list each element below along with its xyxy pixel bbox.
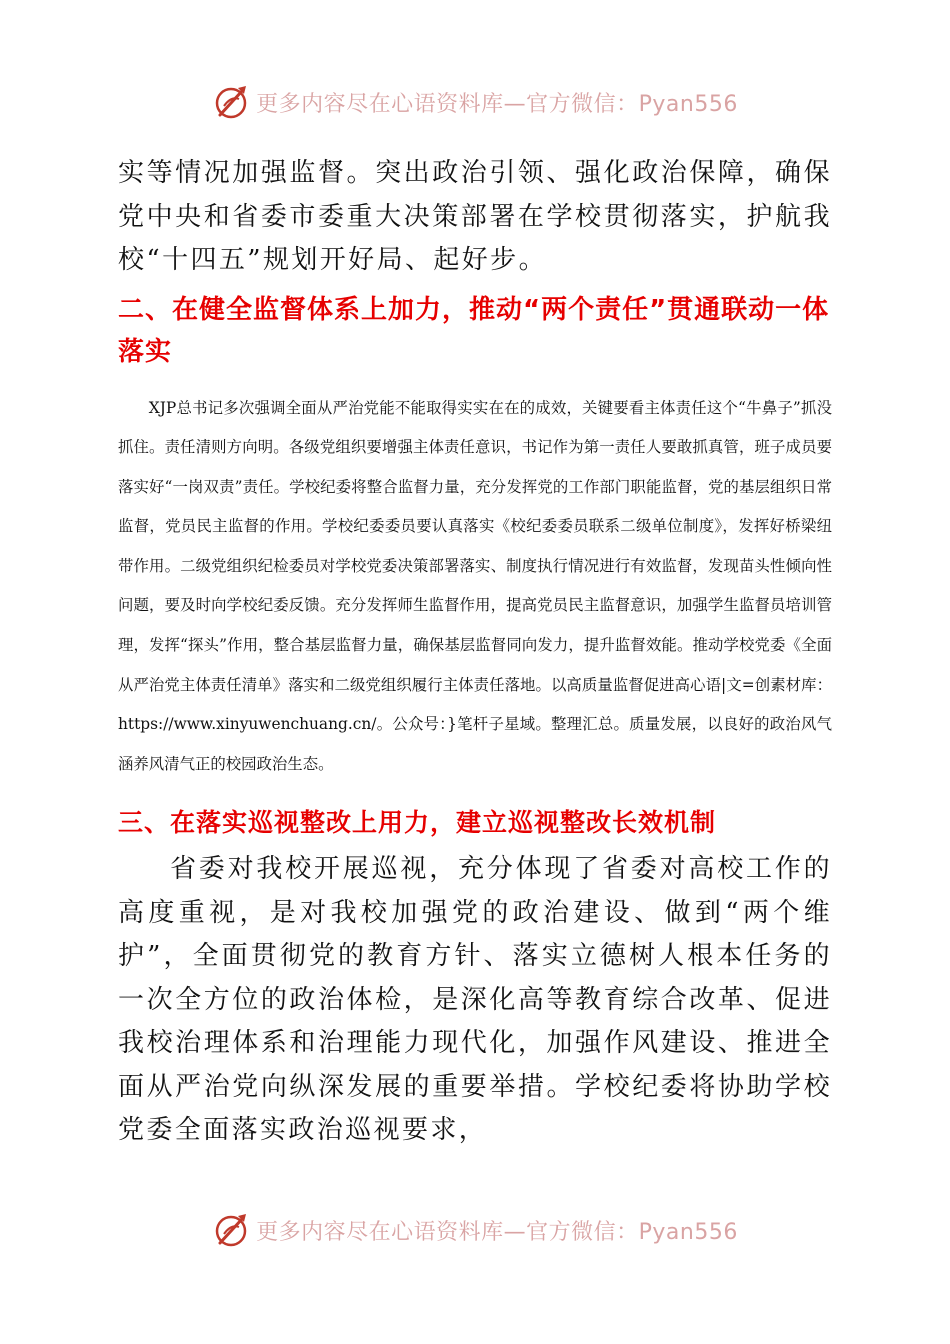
body-paragraph-3: 省委对我校开展巡视，充分体现了省委对高校工作的高度重视，是对我校加强党的政治建设、做到“两个维护”，全面贯彻党的教育方针、落实立德树人根本任务的一次全方位的政治体检，是深化高等教育综合改革、促进我校治理体系和治理能力现代化，加强作风建设、推进全面从严治党向纵深发展的重要举措。学校纪委将协助学校党委全面落实政治巡视要求， — [118, 854, 832, 1146]
pen-logo-icon — [212, 1210, 252, 1250]
document-body — [118, 152, 832, 1153]
section-heading-2: 二、在健全监督体系上加力，推动“两个责任”贯通联动一体落实 — [118, 294, 830, 367]
body-paragraph-2: XJP总书记多次强调全面从严治党能不能取得实实在在的成效，关键要看主体责任这个“牛鼻子”抓没抓住。责任清则方向明。各级党组织要增强主体责任意识，书记作为第一责任人要敢抓真管，班子成员要落实好“一岗双责”责任。学校纪委将整合监督力量，充分发挥党的工作部门职能监督，党的基层组织日常监督，党员民主监督的作用。学校纪委委员要认真落实《校纪委委员联系二级单位制度》，发挥好桥梁纽带作用。二级党组织纪检委员对学校党委决策部署落实、制度执行情况进行有效监督，发现苗头性倾向性问题，要及时向学校纪委反馈。充分发挥师生监督作用，提高党员民主监督意识，加强学生监督员培训管理，发挥“探头”作用，整合基层监督力量，确保基层监督同向发力，提升监督效能。推动学校党委《全面从严治党主体责任清单》落实和二级党组织履行主体责任落地。以高质量监督促进高心语|文=创素材库：https://www.xinyuwenchuang.cn/。公众号：}笔杆子星域。整理汇总。质量发展，以良好的政治风气涵养风清气正的校园政治生态。 — [118, 398, 832, 773]
section-heading-3: 三、在落实巡视整改上用力，建立巡视整改长效机制 — [118, 808, 717, 838]
watermark-banner-top — [0, 80, 950, 124]
body-paragraph-1: 实等情况加强监督。突出政治引领、强化政治保障，确保党中央和省委市委重大决策部署在学校贯彻落实，护航我校“十四五”规划开好局、起好步。 — [118, 158, 832, 275]
watermark-text: 更多内容尽在心语资料库—官方微信：Pyan556 — [256, 1219, 738, 1245]
watermark-text: 更多内容尽在心语资料库—官方微信：Pyan556 — [256, 91, 738, 117]
watermark-banner-bottom — [0, 1208, 950, 1252]
pen-logo-icon — [212, 82, 252, 122]
